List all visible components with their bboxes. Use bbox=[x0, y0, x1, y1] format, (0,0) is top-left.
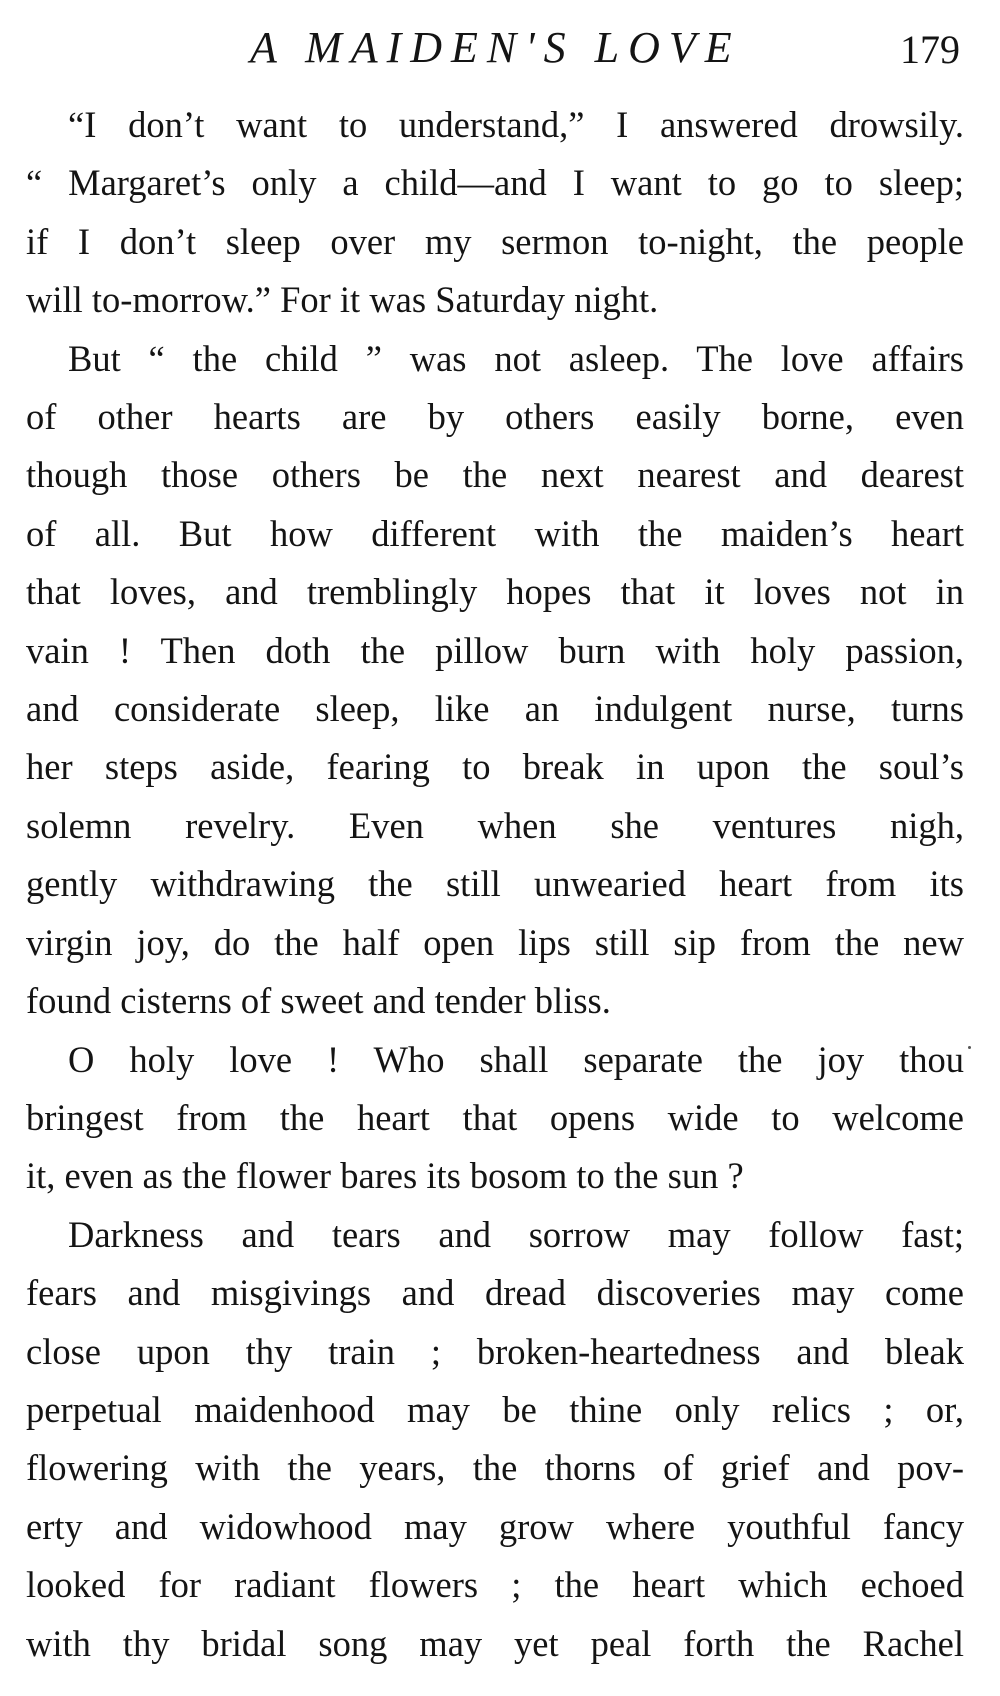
text-line: perpetual maidenhood may be thine only relics ; or, bbox=[26, 1388, 964, 1430]
text-line: close upon thy train ; broken-heartedness and bleak bbox=[26, 1330, 964, 1372]
text-line: though those others be the next nearest and dearest bbox=[26, 454, 964, 496]
paragraph bbox=[26, 1206, 964, 1673]
text-line: But “ the child ” was not asleep. The love affairs bbox=[68, 337, 964, 379]
text-line: Darkness and tears and sorrow may follow fast; bbox=[68, 1213, 964, 1255]
text-line: looked for radiant flowers ; the heart which echoed bbox=[26, 1564, 964, 1606]
text-line: erty and widowhood may grow where youthful fancy bbox=[26, 1505, 964, 1547]
paragraph bbox=[26, 1031, 964, 1206]
page-number: 179 bbox=[900, 27, 960, 72]
paragraph bbox=[26, 330, 964, 1031]
text-line: of all. But how different with the maiden’s heart bbox=[26, 512, 964, 554]
running-head bbox=[0, 18, 1000, 82]
text-line: “ Margaret’s only a child—and I want to go to sleep; bbox=[26, 162, 964, 204]
text-line: gently withdrawing the still unwearied heart from its bbox=[26, 863, 964, 905]
text-line: it, even as the flower bares its bosom to the sun ? bbox=[26, 1155, 744, 1197]
text-line: vain ! Then doth the pillow burn with holy passion, bbox=[26, 629, 964, 671]
text-line: flowering with the years, the thorns of grief and pov- bbox=[26, 1447, 964, 1489]
text-line: that loves, and tremblingly hopes that it loves not in bbox=[26, 571, 964, 613]
paragraph bbox=[26, 96, 964, 330]
text-line: bringest from the heart that opens wide to welcome bbox=[26, 1096, 964, 1138]
running-title: A MAIDEN'S LOVE bbox=[250, 23, 741, 72]
text-line: “I don’t want to understand,” I answered drowsily. bbox=[68, 104, 964, 145]
text-line: fears and misgivings and dread discoveries may come bbox=[26, 1272, 964, 1314]
body-text bbox=[26, 96, 964, 1673]
text-line: her steps aside, fearing to break in upon the soul’s bbox=[26, 746, 964, 788]
text-line: with thy bridal song may yet peal forth the Rachel bbox=[26, 1622, 964, 1664]
text-line: of other hearts are by others easily borne, even bbox=[26, 396, 964, 438]
text-line: will to-morrow.” For it was Saturday night. bbox=[26, 279, 659, 321]
text-line: virgin joy, do the half open lips still sip from the new bbox=[26, 921, 964, 963]
print-speck bbox=[968, 1046, 971, 1049]
text-line: and considerate sleep, like an indulgent nurse, turns bbox=[26, 688, 964, 730]
text-line: if I don’t sleep over my sermon to-night, the people bbox=[26, 220, 964, 262]
text-line: found cisterns of sweet and tender bliss. bbox=[26, 980, 611, 1022]
text-line: O holy love ! Who shall separate the joy thou bbox=[68, 1038, 964, 1080]
text-line: solemn revelry. Even when she ventures nigh, bbox=[26, 804, 964, 846]
